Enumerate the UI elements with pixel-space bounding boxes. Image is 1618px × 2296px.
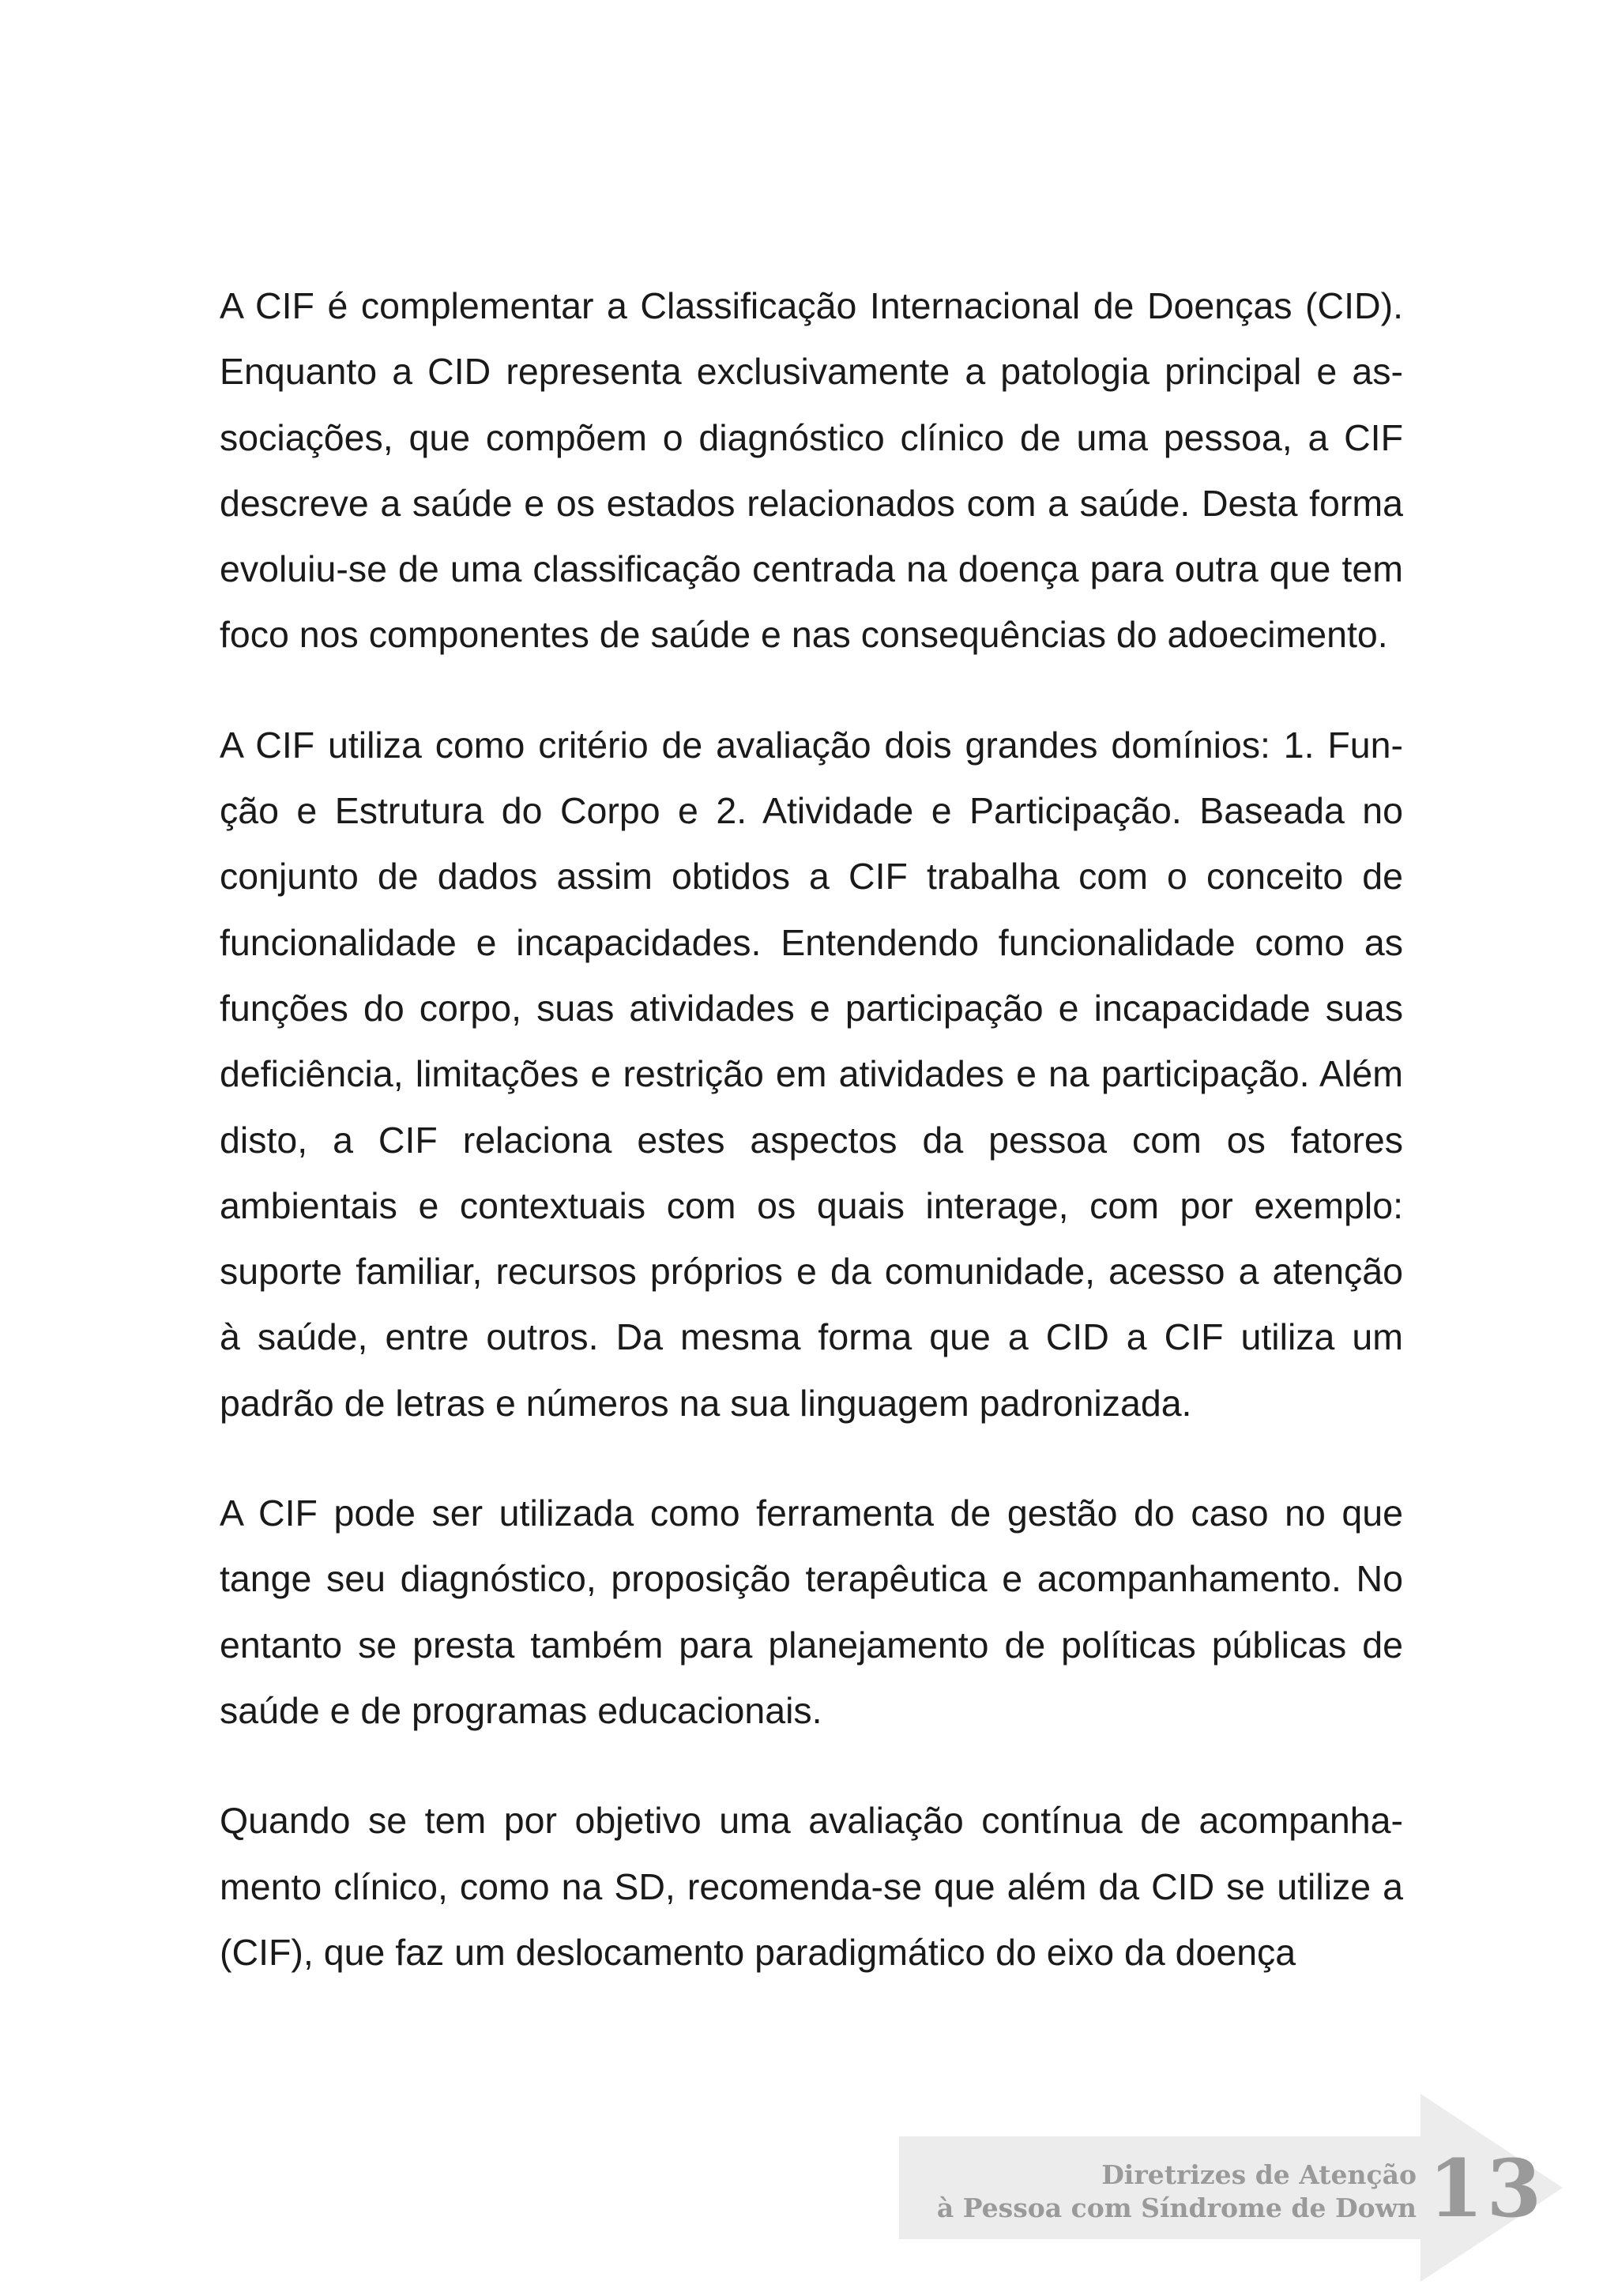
page-footer (899, 2094, 1571, 2252)
page-body (220, 273, 1403, 1985)
page-number: 13 (1428, 2142, 1545, 2235)
body-paragraph: Quando se tem por objetivo uma avaliação contínua de acompanhamento clínico, como na SD, recomenda-se que além da CID se utilize a (CIF), que faz um deslocamento paradigmático do eixo da doença (220, 1800, 1403, 1973)
body-paragraph: A CIF é complementar a Classificação Internacional de Doenças (CID). Enquanto a CID representa exclusivamente a patologia principal e associações, que compõem o diagnóstico clínico de uma pessoa, a CIF descreve a saúde e os estados relacionados com a saúde. Desta forma evoluiu-se de uma classificação centrada na doença para outra que tem foco nos componentes de saúde e nas consequências do adoecimento. (220, 285, 1403, 656)
footer-book-title (937, 2159, 1417, 2225)
footer-title-line-1: Diretrizes de Atenção (1101, 2159, 1417, 2190)
footer-title-line-2: à Pessoa com Síndrome de Down (936, 2192, 1417, 2223)
body-paragraph: A CIF pode ser utilizada como ferramenta de gestão do caso no que tange seu diagnóstico, proposição terapêutica e acompanhamento. No entanto se presta também para planejamento de políticas públicas de saúde e de programas educacionais. (220, 1492, 1403, 1731)
body-paragraph: A CIF utiliza como critério de avaliação dois grandes domínios: 1. Função e Estrutura do Corpo e 2. Atividade e Participação. Baseada no conjunto de dados assim obtidos a CIF trabalha com o conceito de funcionalidade e incapacidades. Entendendo funcionalidade como as funções do corpo, suas atividades e participação e incapacidade suas deficiência, limitações e restrição em atividades e na participação. Além disto, a CIF relaciona estes aspectos da pessoa com os fatores ambientais e contextuais com os quais interage, com por exemplo: suporte familiar, recursos próprios e da comunidade, acesso a atenção à saúde, entre outros. Da mesma forma que a CID a CIF utiliza um padrão de letras e números na sua linguagem padronizada. (220, 724, 1403, 1424)
